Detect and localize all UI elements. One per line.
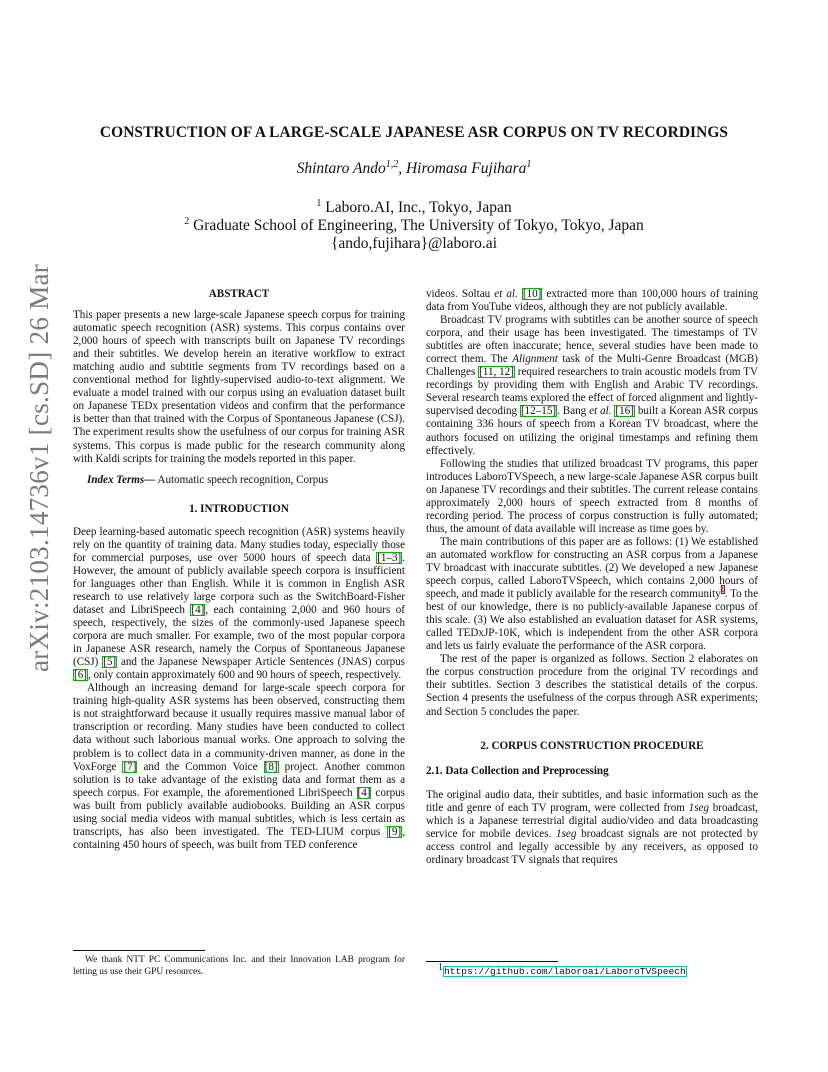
intro-paragraph-3: videos. Soltau et al. [10] extracted more than 100,000 hours of training data from YouTube videos, although they are not publicly available. — [426, 288, 758, 314]
intro-paragraph-4: Broadcast TV programs with subtitles can be another source of speech corpora, and their usage has been investigated. The timestamps of TV subtitles are often inaccurate; hence, several studies have been made to correct them. The Alignment task of the Multi-Genre Broadcast (MGB) Challenges [11, 12] required researchers to train acoustic models from TV recordings by providing them with English and Arabic TV recordings. Several research teams explored the effect of forced alignment and lightly-supervised decoding [12–15]. Bang et al. [16] built a Korean ASR corpus containing 336 hours of speech from a Korean TV broadcast, where the authors focused on utilizing the original timestamps and refining them effectively. — [426, 314, 758, 457]
affiliation-1-mark: 1 — [316, 197, 322, 209]
arxiv-identifier-stamp — [18, 262, 58, 682]
citation-link[interactable]: [6] — [74, 669, 87, 682]
author-1-affil: 1,2 — [385, 158, 399, 170]
intro-paragraph-5: Following the studies that utilized broadcast TV programs, this paper introduces LaboroTVSpeech, a new large-scale Japanese ASR corpus built on Japanese TV recordings and their subtitles. The current release contains approximately 2,000 hours of speech extracted from 8 months of recording period. The process of corpus construction is fully automated; thus, the amount of data available will increase as time goes by. — [426, 457, 758, 535]
footnote-rule-left — [73, 950, 205, 951]
footnote-mark: 1 — [438, 961, 443, 973]
citation-link[interactable]: [1–3] — [377, 551, 402, 564]
affiliation-2-mark: 2 — [184, 215, 190, 227]
repository-footnote — [438, 961, 758, 979]
citation-link[interactable]: [7] — [123, 760, 137, 773]
index-terms — [73, 474, 405, 487]
acknowledgment-footnote: We thank NTT PC Communications Inc. and their Innovation LAB program for letting us use their GPU resources. — [73, 955, 405, 977]
intro-paragraph-6: The main contributions of this paper are as follows: (1) We established an automated workflow for constructing an ASR corpus from a Japanese TV broadcast with inaccurate subtitles. (2) We developed a new Japanese speech corpus, called LaboroTVSpeech, which contains 2,000 hours of speech, and made it publicly available for the research community$^1$. To the best of our knowledge, there is no publicly-available Japanese corpus of this scale. (3) We also established an evaluation dataset for ASR systems, called TEDxJP-10K, which is independent from the other ASR corpora and lets us fairly evaluate the performance of the ASR corpora. — [426, 535, 758, 653]
subsection-2-1-heading: 2.1. Data Collection and Preprocessing — [426, 764, 609, 777]
index-terms-label: Index Terms— — [87, 473, 156, 486]
repository-url-link[interactable]: https://github.com/laboroai/LaboroTVSpeech — [444, 966, 686, 977]
section-2-heading: 2. CORPUS CONSTRUCTION PROCEDURE — [480, 739, 704, 752]
paper-title: CONSTRUCTION OF A LARGE-SCALE JAPANESE ASR CORPUS ON TV RECORDINGS — [99, 124, 729, 141]
citation-link[interactable]: [4] — [191, 603, 205, 616]
author-2-affil: 1 — [526, 158, 532, 170]
author-1: Shintaro Ando — [296, 160, 386, 177]
arxiv-stamp-text: arXiv:2103.14736v1 [cs.SD] 26 Mar 2021 — [24, 262, 54, 672]
intro-paragraph-1: Deep learning-based automatic speech recognition (ASR) systems heavily rely on the quantity of training data. Many studies today, especially those for commercial purposes, use over 5000 hours of speech data [1–3]. However, the amount of publicly available speech corpora is insufficient for languages other than English. While it is common in English ASR research to use relatively large corpora such as the SwitchBoard-Fisher dataset and LibriSpeech [4], each containing 2,000 and 960 hours of speech, respectively, the sizes of the commonly-used Japanese speech corpora are much smaller. For example, two of the most popular corpora in Japanese ASR research, namely the Corpus of Spontaneous Japanese (CSJ) [5] and the Japanese Newspaper Article Sentences (JNAS) corpus [6], only contain approximately 600 and 90 hours of speech, respectively. — [73, 525, 405, 682]
left-column — [73, 288, 405, 852]
citation-link[interactable]: [9] — [388, 825, 402, 838]
section-2-paragraph-1: The original audio data, their subtitles, and basic information such as the title and genre of each TV program, were collected from 1seg broadcast, which is a Japanese terrestrial digital audio/video and data broadcasting service for mobile devices. 1seg broadcast signals are not protected by access control and legally accessible by any receivers, as opposed to ordinary broadcast TV signals that requires — [426, 788, 759, 866]
abstract-text: This paper presents a new large-scale Japanese speech corpus for training automatic speech recognition (ASR) systems. This corpus contains over 2,000 hours of speech with transcripts built on Japanese TV recordings and their subtitles. We develop herein an iterative workflow to extract matching audio and subtitle segments from TV recordings based on a conventional method for lightly-supervised audio-to-text alignment. We evaluate a model trained with our corpus using an evaluation dataset built on Japanese TEDx presentation videos and confirm that the performance is better than that trained with the Corpus of Spontaneous Japanese (CSJ). The experiment results show the usefulness of our corpus for training ASR systems. This corpus is made public for the research community along with Kaldi scripts for training the models reported in this paper. — [73, 309, 405, 465]
author-2: Hiromasa Fujihara — [405, 160, 527, 177]
intro-paragraph-2: Although an increasing demand for large-scale speech corpora for training high-quality ASR systems has been observed, constructing them is not straightforward because it usually requires massive manual labor of transcription or recording. Many studies have been conducted to collect data without such laborious manual works. One approach to solving the problem is to collect data in a community-driven manner, as done in the VoxForge [7] and the Common Voice [8] project. Another common solution is to take advantage of the existing data and format them as a speech corpus. For example, the aforementioned LibriSpeech [4] corpus was built from publicly available audiobooks. Building an ASR corpus using social media videos with manual subtitles, which is less certain as transcripts, has also been investigated. The TED-LIUM corpus [9], containing 450 hours of speech, was built from TED conference — [73, 682, 405, 851]
footnote-link[interactable]: 1 — [720, 585, 725, 595]
intro-heading: 1. INTRODUCTION — [189, 502, 289, 515]
affiliation-2-text: Graduate School of Engineering, The University of Tokyo, Tokyo, Japan — [193, 217, 644, 234]
index-terms-text: Automatic speech recognition, Corpus — [155, 473, 329, 486]
abstract-heading: ABSTRACT — [208, 288, 270, 300]
author-line: Shintaro Ando$^{1,2}$, Hiromasa Fujihara$^1$ — [296, 158, 532, 177]
citation-link[interactable]: [10] — [522, 288, 542, 300]
citation-link[interactable]: [11, 12] — [479, 366, 514, 379]
intro-paragraph-7: The rest of the paper is organized as follows. Section 2 elaborates on the corpus construction procedure from the original TV recordings and their subtitles. Section 3 describes the statistical details of the corpus. Section 4 presents the usefulness of the corpus through ASR experiments; and Section 5 concludes the paper. — [426, 653, 758, 718]
citation-link[interactable]: [12–15] — [520, 405, 557, 418]
author-email: {ando,fujihara}@laboro.ai — [330, 235, 497, 252]
citation-link[interactable]: [16] — [615, 405, 634, 418]
citation-link[interactable]: [8] — [264, 760, 278, 773]
citation-link[interactable]: [4] — [357, 786, 371, 799]
right-column — [426, 288, 758, 867]
footnote-rule-right — [426, 961, 558, 962]
citation-link[interactable]: [5] — [103, 656, 117, 669]
affiliation-1-text: Laboro.AI, Inc., Tokyo, Japan — [325, 199, 512, 216]
